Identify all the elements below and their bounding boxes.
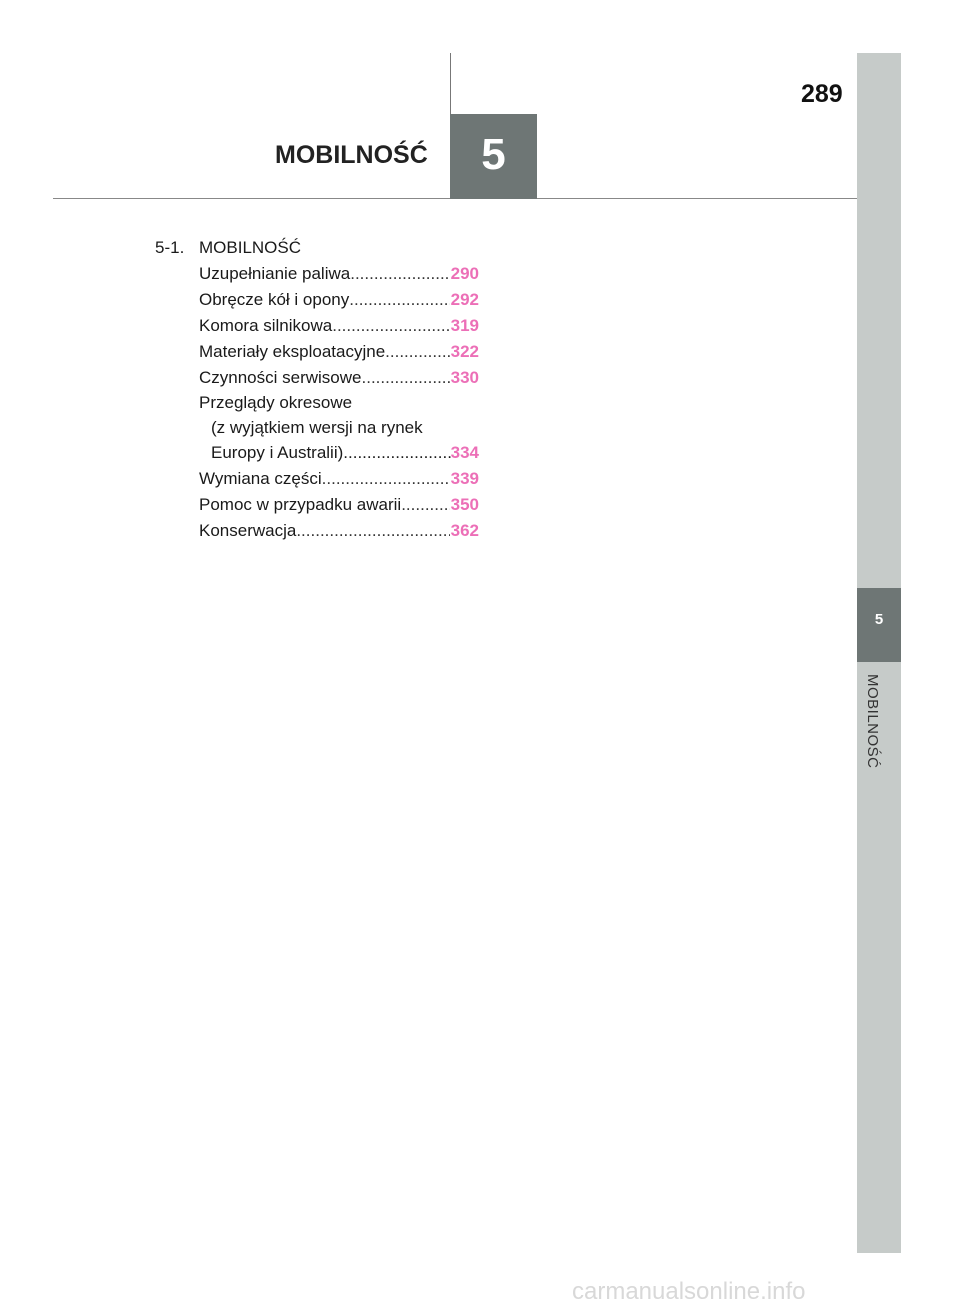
leader-dots (350, 261, 449, 286)
header-vertical-rule (450, 53, 451, 115)
toc-entry-label: Komora silnikowa (199, 316, 333, 335)
chapter-title: MOBILNOŚĆ (275, 141, 428, 169)
side-tab-number: 5 (874, 611, 884, 628)
toc-entry-label: Uzupełnianie paliwa (199, 264, 351, 283)
leader-dots (385, 339, 449, 364)
toc-list (199, 261, 479, 543)
toc-entry-page-link[interactable]: 350 (450, 495, 479, 514)
section-title: MOBILNOŚĆ (199, 238, 302, 257)
toc-entry[interactable] (199, 492, 479, 517)
toc-entry[interactable] (199, 365, 479, 390)
toc-entry-label: Pomoc w przypadku awarii (199, 495, 402, 514)
toc-entry-label: Wymiana części (199, 469, 322, 488)
toc-entry[interactable] (199, 518, 479, 543)
watermark: carmanualsonline.info (572, 1278, 806, 1305)
toc-entry-label: Czynności serwisowe (199, 368, 362, 387)
toc-entry[interactable] (199, 261, 479, 286)
toc-entry-label: Materiały eksploatacyjne (199, 342, 386, 361)
toc-entry-page-link[interactable]: 362 (450, 521, 479, 540)
toc-entry-page-link[interactable]: 292 (450, 290, 479, 309)
leader-dots (349, 287, 449, 312)
toc-entry-page-link[interactable]: 334 (450, 443, 479, 462)
leader-dots (401, 492, 449, 517)
page-number: 289 (801, 80, 843, 108)
toc-entry-label-line1: Przeglądy okresowe (199, 393, 353, 412)
side-tab-label: MOBILNOŚĆ (864, 674, 881, 769)
toc-entry-label: Konserwacja (199, 521, 297, 540)
toc-entry-page-link[interactable]: 290 (450, 264, 479, 283)
toc-entry-page-link[interactable]: 319 (450, 316, 479, 335)
table-of-contents (155, 235, 479, 543)
leader-dots (296, 518, 449, 543)
toc-entry[interactable] (199, 466, 479, 491)
toc-entry[interactable] (199, 339, 479, 364)
toc-entry-page-link[interactable]: 330 (450, 368, 479, 387)
toc-entry-label-line2: (z wyjątkiem wersji na rynek (211, 418, 423, 437)
toc-entry-multiline[interactable] (199, 390, 479, 465)
toc-entry-label-line3: Europy i Australii) (211, 443, 344, 462)
chapter-number: 5 (481, 130, 506, 179)
leader-dots (362, 365, 450, 390)
leader-dots (322, 466, 450, 491)
toc-entry-label: Obręcze kół i opony (199, 290, 350, 309)
toc-entry-page-link[interactable]: 339 (450, 469, 479, 488)
toc-entry[interactable] (199, 313, 479, 338)
leader-dots (343, 440, 450, 465)
section-number: 5-1. (155, 238, 185, 257)
toc-entry[interactable] (199, 287, 479, 312)
leader-dots (332, 313, 449, 338)
section-heading (155, 235, 479, 260)
toc-entry-page-link[interactable]: 322 (450, 342, 479, 361)
